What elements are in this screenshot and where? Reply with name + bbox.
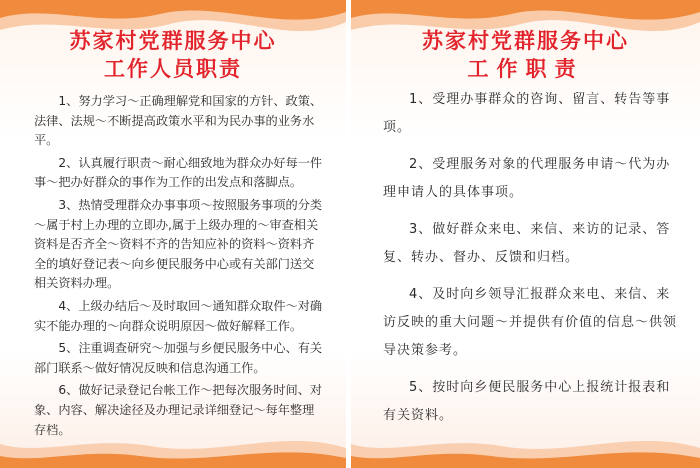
left-duty-item: 1、努力学习～正确理解党和国家的方针、政策、法律、法规～不断提高政策水平和为民办事的业务水平。 [34, 94, 323, 148]
left-title-line2: 工作人员职责 [104, 57, 242, 81]
left-duty-list [34, 92, 324, 443]
right-duty-item: 5、按时向乡便民服务中心上报统计报表和有关资料。 [383, 380, 671, 423]
right-title-line1: 苏家村党群服务中心 [422, 29, 629, 53]
bottom-wave-decoration [351, 428, 700, 468]
left-duty-item: 3、热情受理群众办事事项～按照服务事项的分类～属于村上办理的立即办,属于上级办理的～审查相关资料是否齐全～资料不齐的告知应补的资料～资料齐全的填好登记表～向乡便民服务中心或有关部门送交相关资料办理。 [34, 197, 323, 291]
right-duty-item: 1、受理办事群众的咨询、留言、转告等事项。 [383, 92, 671, 135]
right-duty-item: 2、受理服务对象的代理服务申请～代为办理申请人的具体事项。 [383, 157, 671, 200]
right-duty-item: 3、做好群众来电、来信、来访的记录、答复、转办、督办、反馈和归档。 [383, 222, 671, 265]
left-poster [0, 0, 346, 468]
right-title-line2: 工作职责 [467, 57, 584, 81]
bottom-wave-decoration [0, 428, 346, 468]
left-duty-item: 5、注重调查研究～加强与乡便民服务中心、有关部门联系～做好情况反映和信息沟通工作。 [34, 341, 323, 375]
left-duty-item: 2、认真履行职责～耐心细致地为群众办好每一件事～把办好群众的事作为工作的出发点和落脚点。 [34, 155, 323, 190]
left-title-line1: 苏家村党群服务中心 [69, 29, 277, 53]
left-duty-item: 6、做好记录登记台帐工作～把每次服务时间、对象、内容、解决途径及办理记录详细登记～每年整理存档。 [34, 383, 323, 437]
right-duty-list [383, 86, 683, 439]
right-poster [351, 0, 700, 468]
left-duty-item: 4、上级办结后～及时取回～通知群众取件～对确实不能办理的～向群众说明原因～做好解释工作。 [34, 298, 323, 333]
right-duty-item: 4、及时向乡领导汇报群众来电、来信、来访反映的重大问题～并提供有价值的信息～供领导决策参考。 [383, 287, 678, 358]
